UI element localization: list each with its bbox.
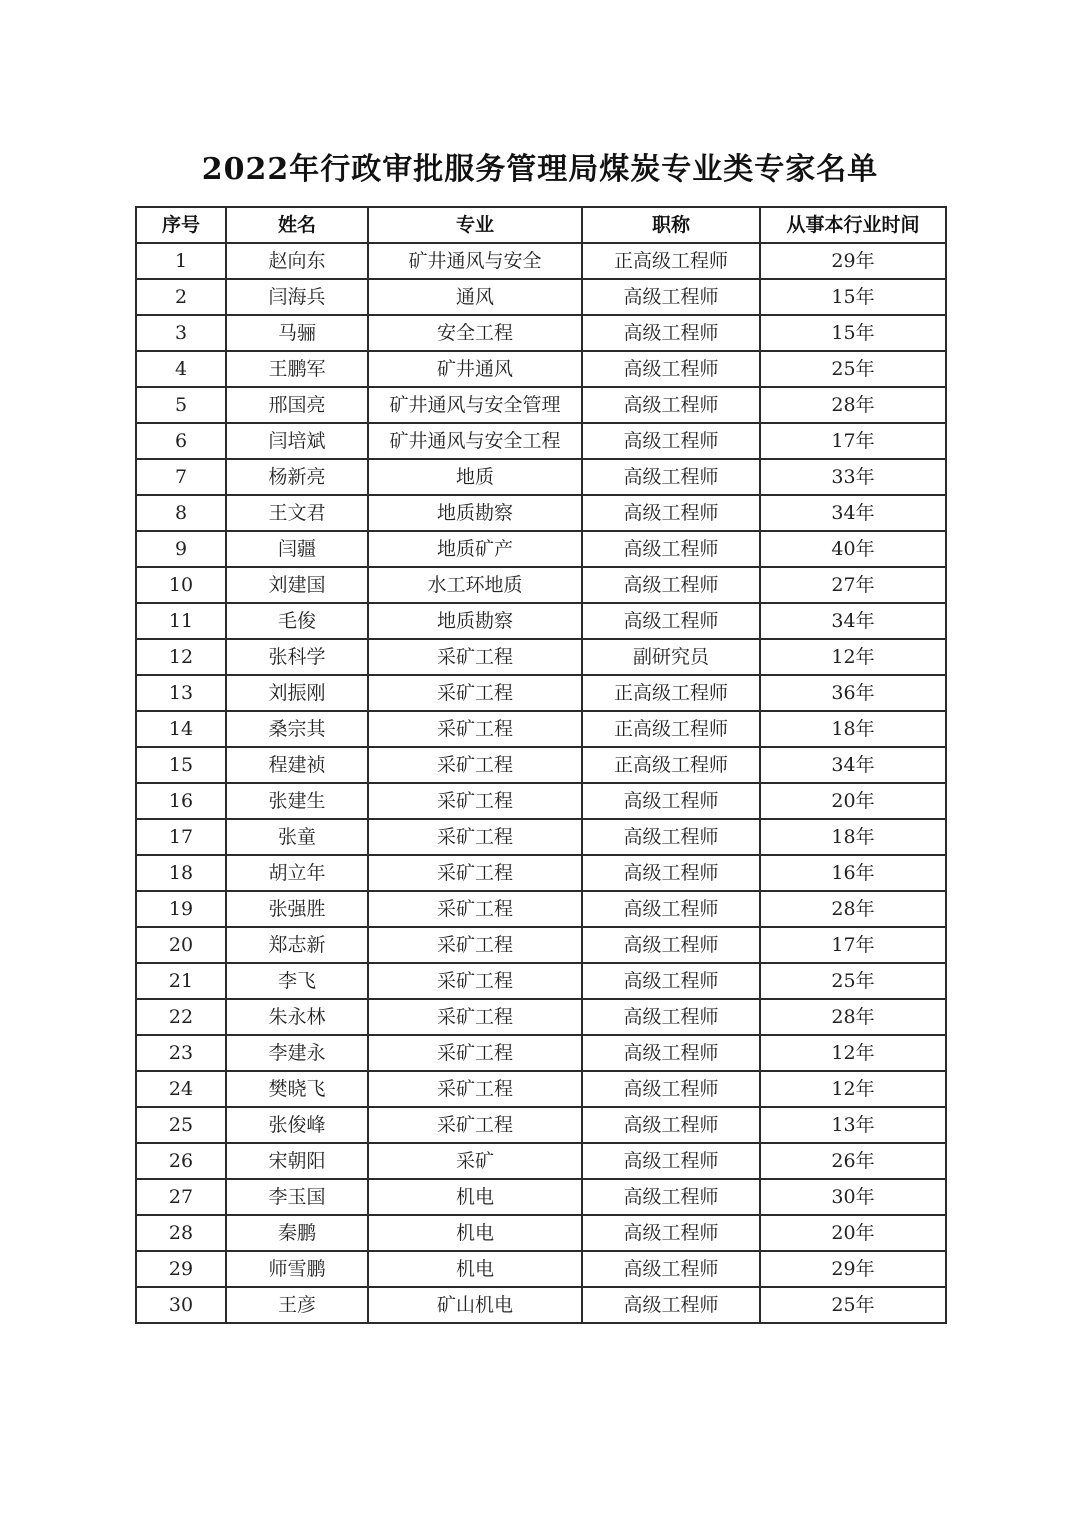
table-header [136, 207, 946, 243]
cell-years: 27年 [760, 567, 946, 603]
cell-years: 13年 [760, 1107, 946, 1143]
table-row [136, 1143, 946, 1179]
cell-index: 17 [136, 819, 226, 855]
cell-years: 33年 [760, 459, 946, 495]
cell-years: 40年 [760, 531, 946, 567]
cell-index: 15 [136, 747, 226, 783]
cell-years: 26年 [760, 1143, 946, 1179]
cell-specialty: 机电 [368, 1179, 582, 1215]
cell-specialty: 采矿工程 [368, 999, 582, 1035]
cell-years: 25年 [760, 963, 946, 999]
header-cell-years: 从事本行业时间 [760, 207, 946, 243]
cell-title: 正高级工程师 [582, 243, 760, 279]
cell-name: 刘建国 [226, 567, 368, 603]
cell-title: 高级工程师 [582, 1107, 760, 1143]
table-row [136, 279, 946, 315]
cell-years: 36年 [760, 675, 946, 711]
table-row [136, 711, 946, 747]
cell-title: 高级工程师 [582, 387, 760, 423]
table-row [136, 1107, 946, 1143]
cell-title: 高级工程师 [582, 567, 760, 603]
cell-name: 张童 [226, 819, 368, 855]
table-row [136, 423, 946, 459]
cell-title: 高级工程师 [582, 891, 760, 927]
cell-years: 34年 [760, 603, 946, 639]
cell-title: 高级工程师 [582, 351, 760, 387]
cell-specialty: 采矿工程 [368, 711, 582, 747]
cell-specialty: 地质勘察 [368, 603, 582, 639]
cell-index: 2 [136, 279, 226, 315]
cell-specialty: 机电 [368, 1251, 582, 1287]
cell-index: 1 [136, 243, 226, 279]
cell-index: 6 [136, 423, 226, 459]
table-row [136, 603, 946, 639]
cell-specialty: 采矿工程 [368, 1071, 582, 1107]
cell-title: 高级工程师 [582, 1179, 760, 1215]
table-row [136, 315, 946, 351]
cell-index: 23 [136, 1035, 226, 1071]
table-row [136, 387, 946, 423]
cell-name: 桑宗其 [226, 711, 368, 747]
cell-title: 高级工程师 [582, 927, 760, 963]
cell-specialty: 水工环地质 [368, 567, 582, 603]
cell-name: 闫培斌 [226, 423, 368, 459]
cell-specialty: 矿井通风 [368, 351, 582, 387]
table-row [136, 999, 946, 1035]
cell-index: 14 [136, 711, 226, 747]
cell-index: 22 [136, 999, 226, 1035]
cell-index: 11 [136, 603, 226, 639]
cell-index: 13 [136, 675, 226, 711]
cell-index: 20 [136, 927, 226, 963]
table-row [136, 639, 946, 675]
cell-name: 樊晓飞 [226, 1071, 368, 1107]
cell-title: 正高级工程师 [582, 747, 760, 783]
table-row [136, 459, 946, 495]
cell-index: 10 [136, 567, 226, 603]
cell-index: 18 [136, 855, 226, 891]
cell-index: 4 [136, 351, 226, 387]
cell-index: 7 [136, 459, 226, 495]
cell-title: 高级工程师 [582, 855, 760, 891]
cell-specialty: 采矿工程 [368, 1107, 582, 1143]
cell-specialty: 机电 [368, 1215, 582, 1251]
cell-name: 宋朝阳 [226, 1143, 368, 1179]
table-row [136, 819, 946, 855]
cell-title: 正高级工程师 [582, 711, 760, 747]
cell-title: 高级工程师 [582, 603, 760, 639]
cell-specialty: 地质勘察 [368, 495, 582, 531]
cell-title: 副研究员 [582, 639, 760, 675]
cell-years: 30年 [760, 1179, 946, 1215]
cell-specialty: 采矿工程 [368, 639, 582, 675]
cell-years: 29年 [760, 243, 946, 279]
cell-index: 9 [136, 531, 226, 567]
header-cell-title: 职称 [582, 207, 760, 243]
table-row [136, 1215, 946, 1251]
cell-years: 16年 [760, 855, 946, 891]
page-title: 2022年行政审批服务管理局煤炭专业类专家名单 [201, 152, 879, 187]
cell-years: 15年 [760, 315, 946, 351]
cell-title: 正高级工程师 [582, 675, 760, 711]
table-row [136, 495, 946, 531]
cell-title: 高级工程师 [582, 1287, 760, 1323]
table-row [136, 855, 946, 891]
cell-name: 赵向东 [226, 243, 368, 279]
cell-specialty: 矿井通风与安全工程 [368, 423, 582, 459]
table-row [136, 1287, 946, 1323]
cell-title: 高级工程师 [582, 783, 760, 819]
cell-index: 8 [136, 495, 226, 531]
cell-title: 高级工程师 [582, 423, 760, 459]
cell-name: 张科学 [226, 639, 368, 675]
cell-years: 25年 [760, 1287, 946, 1323]
cell-title: 高级工程师 [582, 279, 760, 315]
cell-name: 秦鹏 [226, 1215, 368, 1251]
cell-specialty: 采矿 [368, 1143, 582, 1179]
cell-name: 毛俊 [226, 603, 368, 639]
cell-title: 高级工程师 [582, 531, 760, 567]
cell-index: 26 [136, 1143, 226, 1179]
table-row [136, 675, 946, 711]
cell-name: 闫疆 [226, 531, 368, 567]
expert-table [135, 206, 947, 1324]
cell-index: 27 [136, 1179, 226, 1215]
cell-years: 12年 [760, 639, 946, 675]
cell-name: 王文君 [226, 495, 368, 531]
table-body [136, 243, 946, 1323]
cell-name: 李玉国 [226, 1179, 368, 1215]
cell-title: 高级工程师 [582, 1143, 760, 1179]
cell-name: 张俊峰 [226, 1107, 368, 1143]
cell-specialty: 通风 [368, 279, 582, 315]
cell-specialty: 采矿工程 [368, 927, 582, 963]
cell-specialty: 矿井通风与安全 [368, 243, 582, 279]
cell-title: 高级工程师 [582, 315, 760, 351]
table-row [136, 927, 946, 963]
table-row [136, 963, 946, 999]
table-header-row [136, 207, 946, 243]
table-row [136, 1251, 946, 1287]
cell-specialty: 安全工程 [368, 315, 582, 351]
table-row [136, 531, 946, 567]
cell-years: 28年 [760, 999, 946, 1035]
header-cell-index: 序号 [136, 207, 226, 243]
table-row [136, 243, 946, 279]
cell-title: 高级工程师 [582, 495, 760, 531]
cell-years: 12年 [760, 1035, 946, 1071]
cell-name: 李飞 [226, 963, 368, 999]
cell-specialty: 采矿工程 [368, 963, 582, 999]
cell-years: 34年 [760, 495, 946, 531]
cell-index: 12 [136, 639, 226, 675]
cell-specialty: 采矿工程 [368, 891, 582, 927]
cell-name: 邢国亮 [226, 387, 368, 423]
cell-index: 30 [136, 1287, 226, 1323]
cell-years: 12年 [760, 1071, 946, 1107]
cell-specialty: 矿井通风与安全管理 [368, 387, 582, 423]
cell-years: 18年 [760, 711, 946, 747]
cell-years: 17年 [760, 423, 946, 459]
cell-title: 高级工程师 [582, 963, 760, 999]
cell-index: 19 [136, 891, 226, 927]
cell-years: 20年 [760, 783, 946, 819]
cell-index: 16 [136, 783, 226, 819]
cell-years: 28年 [760, 387, 946, 423]
cell-years: 18年 [760, 819, 946, 855]
table-row [136, 567, 946, 603]
cell-title: 高级工程师 [582, 1035, 760, 1071]
cell-specialty: 采矿工程 [368, 819, 582, 855]
cell-index: 29 [136, 1251, 226, 1287]
cell-index: 3 [136, 315, 226, 351]
cell-index: 21 [136, 963, 226, 999]
cell-specialty: 采矿工程 [368, 783, 582, 819]
cell-years: 17年 [760, 927, 946, 963]
cell-specialty: 矿山机电 [368, 1287, 582, 1323]
cell-name: 张强胜 [226, 891, 368, 927]
cell-title: 高级工程师 [582, 1251, 760, 1287]
table-row [136, 1071, 946, 1107]
cell-specialty: 采矿工程 [368, 675, 582, 711]
table-row [136, 351, 946, 387]
cell-years: 29年 [760, 1251, 946, 1287]
cell-specialty: 采矿工程 [368, 747, 582, 783]
cell-name: 郑志新 [226, 927, 368, 963]
header-cell-name: 姓名 [226, 207, 368, 243]
cell-name: 杨新亮 [226, 459, 368, 495]
cell-name: 朱永林 [226, 999, 368, 1035]
cell-name: 张建生 [226, 783, 368, 819]
table-row [136, 1035, 946, 1071]
cell-years: 20年 [760, 1215, 946, 1251]
cell-years: 34年 [760, 747, 946, 783]
cell-title: 高级工程师 [582, 459, 760, 495]
cell-index: 5 [136, 387, 226, 423]
cell-title: 高级工程师 [582, 1071, 760, 1107]
cell-name: 刘振刚 [226, 675, 368, 711]
cell-name: 师雪鹏 [226, 1251, 368, 1287]
cell-index: 28 [136, 1215, 226, 1251]
cell-specialty: 采矿工程 [368, 855, 582, 891]
cell-title: 高级工程师 [582, 1215, 760, 1251]
cell-years: 28年 [760, 891, 946, 927]
header-cell-specialty: 专业 [368, 207, 582, 243]
cell-index: 24 [136, 1071, 226, 1107]
cell-specialty: 地质矿产 [368, 531, 582, 567]
cell-years: 15年 [760, 279, 946, 315]
cell-years: 25年 [760, 351, 946, 387]
cell-title: 高级工程师 [582, 999, 760, 1035]
cell-specialty: 地质 [368, 459, 582, 495]
cell-index: 25 [136, 1107, 226, 1143]
cell-name: 胡立年 [226, 855, 368, 891]
table-row [136, 783, 946, 819]
cell-name: 程建祯 [226, 747, 368, 783]
table-row [136, 891, 946, 927]
cell-name: 马骊 [226, 315, 368, 351]
cell-specialty: 采矿工程 [368, 1035, 582, 1071]
cell-name: 闫海兵 [226, 279, 368, 315]
cell-title: 高级工程师 [582, 819, 760, 855]
cell-name: 王鹏军 [226, 351, 368, 387]
cell-name: 李建永 [226, 1035, 368, 1071]
table-row [136, 747, 946, 783]
table-row [136, 1179, 946, 1215]
cell-name: 王彦 [226, 1287, 368, 1323]
